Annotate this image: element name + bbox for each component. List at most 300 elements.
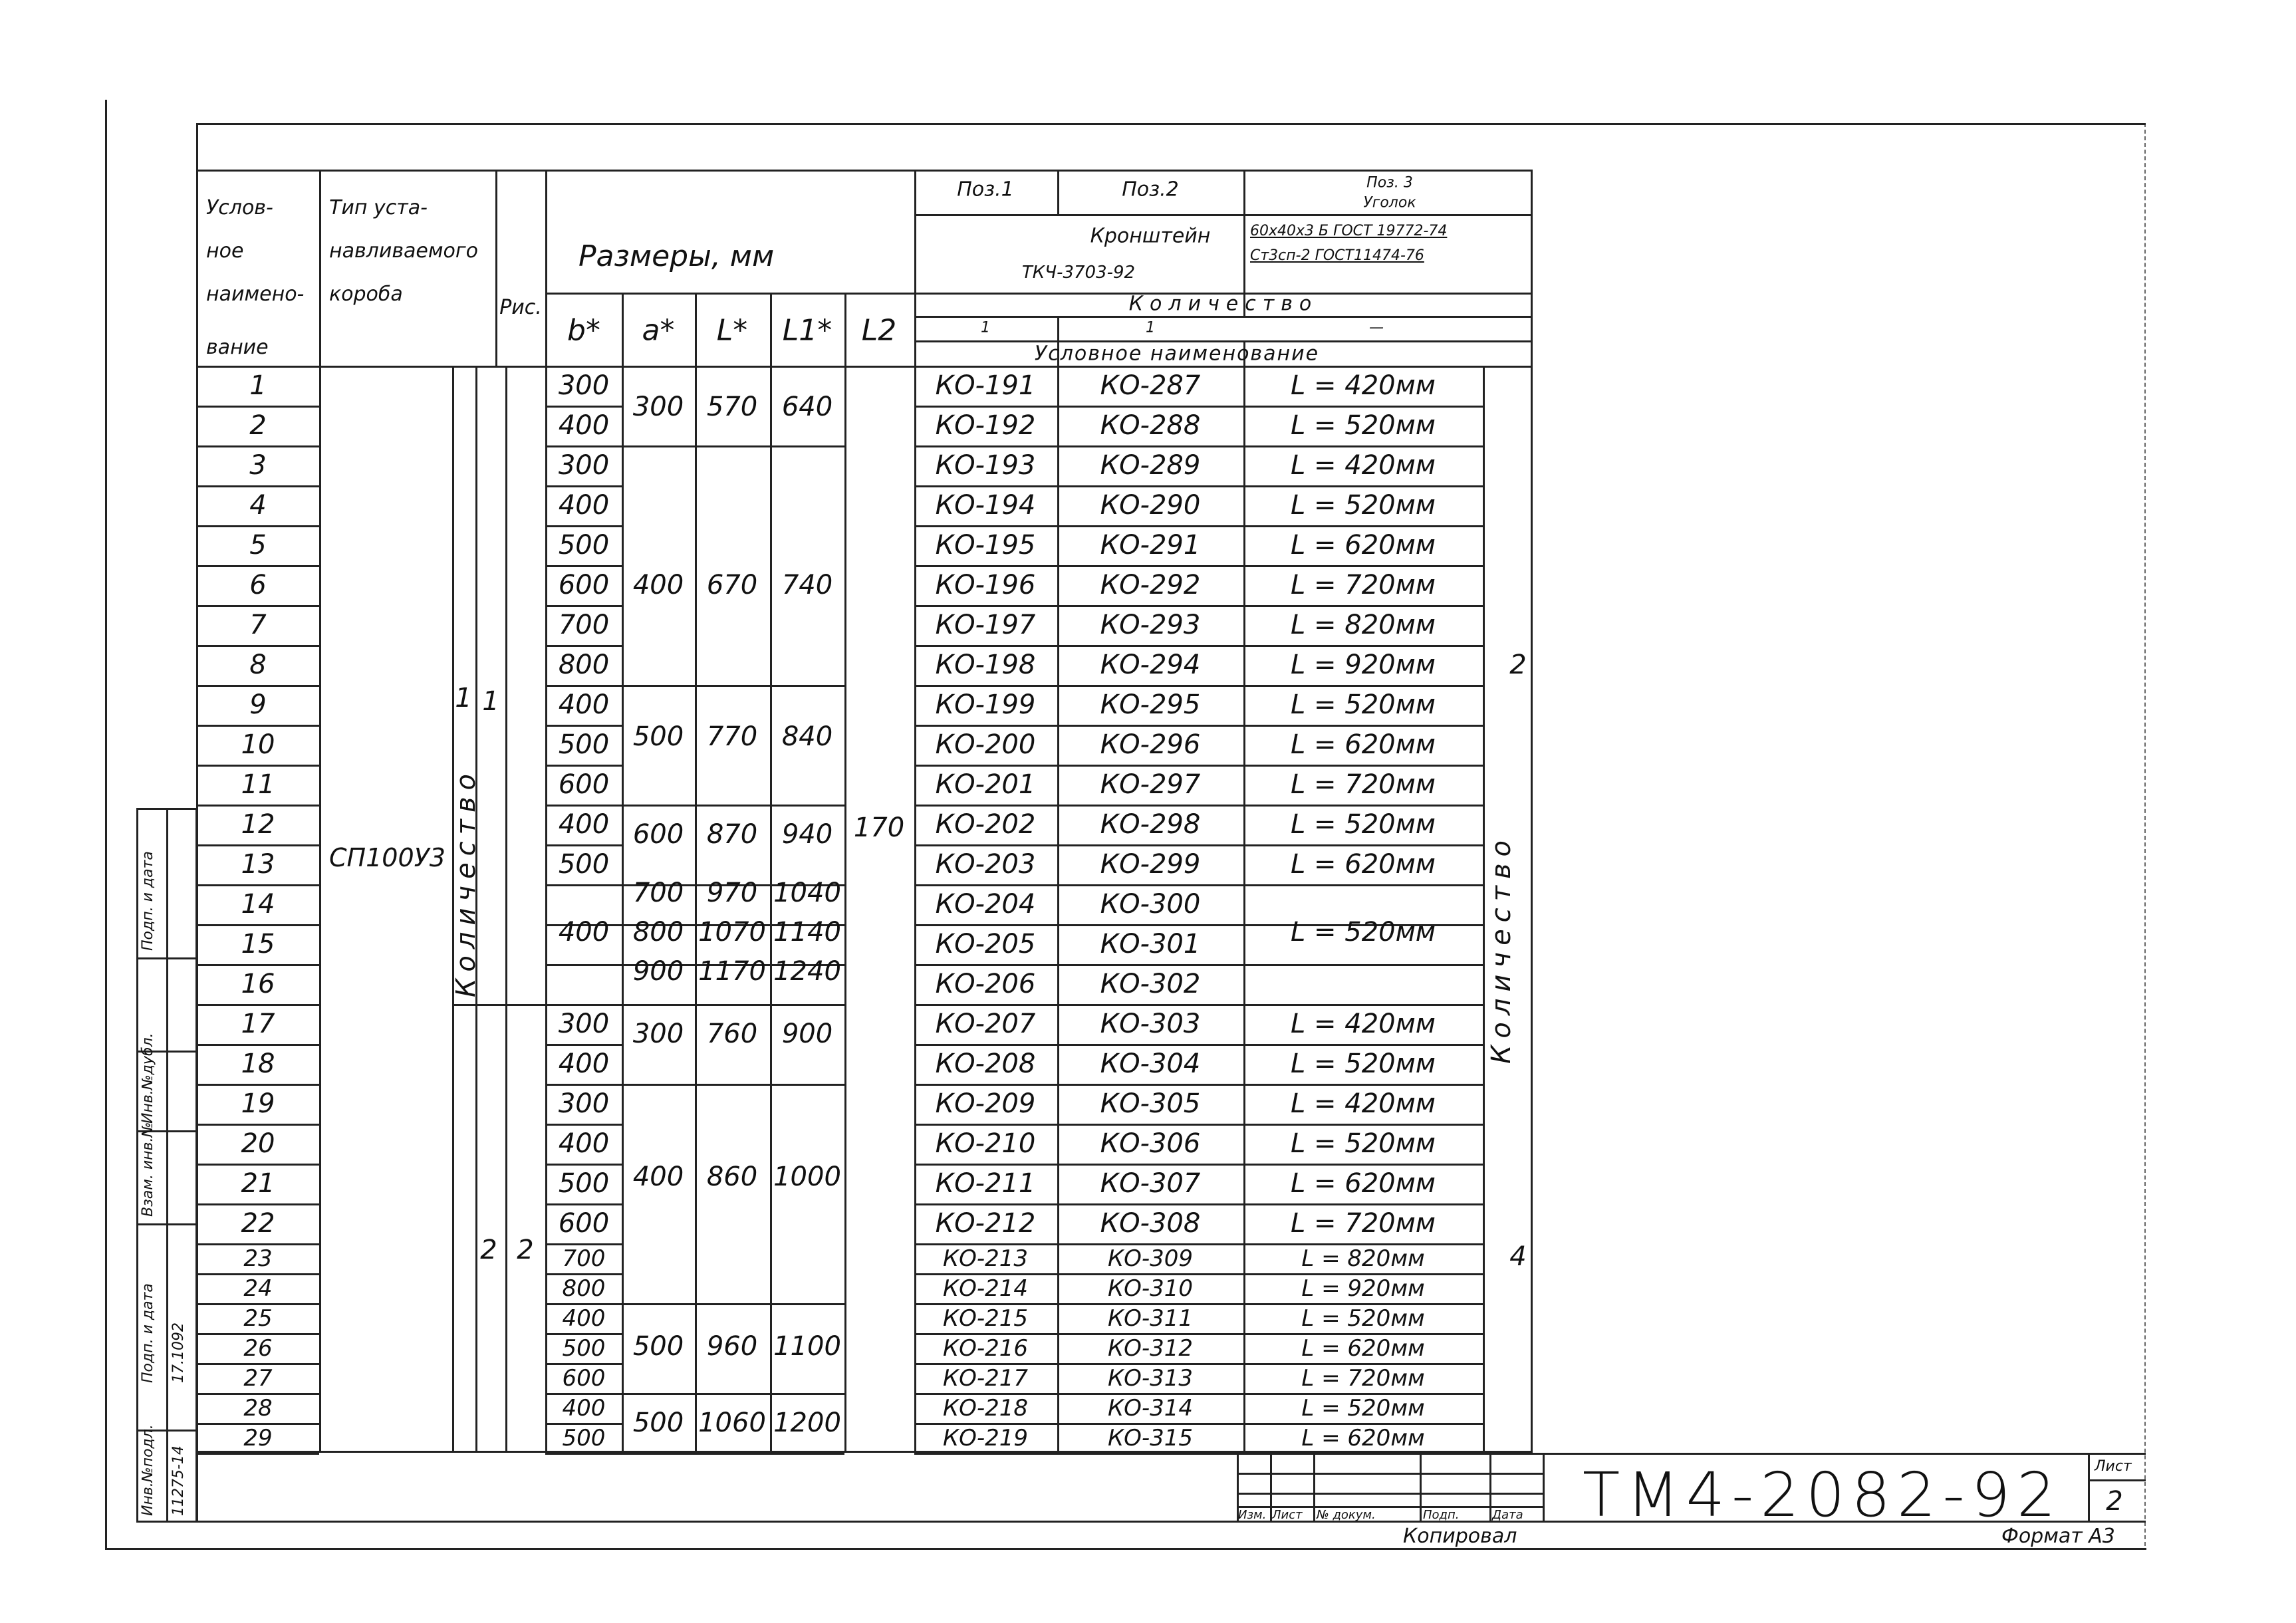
row-pos2-code: КО-308 <box>1100 1208 1201 1239</box>
group-divider <box>622 1084 844 1086</box>
group9-L1: 1200 <box>773 1408 841 1438</box>
page-bottom-line <box>105 1548 2146 1550</box>
row-pos2-code: КО-297 <box>1100 769 1201 800</box>
row-pos1-code: КО-216 <box>942 1334 1029 1362</box>
header-pos3-spec2: Ст3сп-2 ГОСТ11474-76 <box>1250 247 1424 264</box>
row-pos3-length: L = 420мм <box>1291 370 1436 401</box>
fig-col1-group1: 1 <box>455 683 472 713</box>
row-divider <box>196 765 319 767</box>
row-pos2-code: КО-311 <box>1107 1305 1194 1332</box>
quantity-right-1: 2 <box>1509 650 1527 680</box>
row-pos3-length: L = 620мм <box>1301 1424 1425 1451</box>
row-pos1-code: КО-194 <box>935 490 1036 521</box>
title-col-list: Лист <box>1272 1508 1303 1522</box>
row-pos3-length: L = 720мм <box>1301 1364 1425 1392</box>
header-type-1: Тип уста- <box>329 196 428 219</box>
header-cond-name-3: наимено- <box>206 283 305 306</box>
title-col-doc: № докум. <box>1317 1508 1376 1522</box>
copied-by: Копировал <box>1403 1525 1517 1548</box>
row-pos2-code: КО-296 <box>1100 729 1201 760</box>
row-divider <box>545 485 622 487</box>
row-b-value: 500 <box>562 1334 606 1362</box>
row-pos2-code: КО-299 <box>1100 849 1201 880</box>
row-b-value: 500 <box>558 849 610 880</box>
group5-L-3: 1170 <box>698 956 766 987</box>
row-pos2-code: КО-295 <box>1100 689 1201 720</box>
quantity-vertical-label: Количество <box>451 767 481 997</box>
row-divider <box>545 685 622 687</box>
group4-L1: 940 <box>781 819 833 850</box>
row-divider <box>545 884 622 886</box>
row-b-value: 400 <box>562 1305 606 1332</box>
fig-col2-group2: 2 <box>517 1235 534 1265</box>
row-pos3-length: L = 520мм <box>1291 809 1436 840</box>
row-divider <box>196 1124 319 1126</box>
row-b-value: 400 <box>562 1394 606 1422</box>
group2-L: 670 <box>706 570 758 600</box>
row-number: 9 <box>249 689 267 720</box>
row-pos1-code: КО-210 <box>935 1128 1036 1159</box>
side-stamp-label-1: Инв.№подл. <box>140 1424 156 1516</box>
group1-L1: 640 <box>781 392 833 422</box>
title-col-izm: Изм. <box>1238 1508 1267 1522</box>
row-divider <box>545 406 622 408</box>
row-pos3-length: L = 720мм <box>1291 769 1436 800</box>
header-type-3: короба <box>329 283 403 306</box>
row-b-value: 300 <box>558 1009 610 1039</box>
row-pos2-code: КО-309 <box>1107 1245 1194 1272</box>
row-pos1-code: КО-212 <box>935 1208 1036 1239</box>
row-pos2-code: КО-294 <box>1100 650 1201 680</box>
header-qty-3: — <box>1369 319 1384 336</box>
row-divider <box>196 725 319 727</box>
header-cond-label: Условное наименование <box>1034 342 1320 366</box>
row-b-value: 500 <box>562 1424 606 1451</box>
row-pos3-length: L = 620мм <box>1291 849 1436 880</box>
row-divider <box>545 565 622 567</box>
row-divider <box>914 485 1483 487</box>
header-col-L2: L2 <box>861 313 897 348</box>
group5-a-3: 900 <box>632 956 684 987</box>
group-divider <box>622 1453 844 1455</box>
group5-L-1: 970 <box>706 878 758 908</box>
side-stamp-label-3: Взам. инв.№ <box>140 1122 156 1217</box>
row-pos2-code: КО-313 <box>1107 1364 1194 1392</box>
row-pos3-length: L = 420мм <box>1291 1009 1436 1039</box>
row-pos1-code: КО-206 <box>935 969 1036 999</box>
row-pos1-code: КО-195 <box>935 530 1036 561</box>
row-number: 7 <box>249 610 267 640</box>
row-pos2-code: КО-290 <box>1100 490 1201 521</box>
row-pos2-code: КО-305 <box>1100 1088 1201 1119</box>
row-pos1-code: КО-209 <box>935 1088 1036 1119</box>
header-qty-2: 1 <box>1146 319 1155 336</box>
row-divider <box>545 805 622 807</box>
row-number: 18 <box>241 1049 275 1079</box>
row-pos2-code: КО-301 <box>1100 929 1201 959</box>
row-divider <box>914 1084 1483 1086</box>
row-number: 6 <box>249 570 267 600</box>
row-divider <box>914 725 1483 727</box>
row-divider <box>914 645 1483 647</box>
row-pos3-length: L = 920мм <box>1291 650 1436 680</box>
document-number: ТМ4-2082-92 <box>1583 1459 2063 1531</box>
row-number: 11 <box>241 769 275 800</box>
row-divider <box>196 964 319 966</box>
row-divider <box>914 565 1483 567</box>
row-pos2-code: КО-303 <box>1100 1009 1201 1039</box>
row-b-value: 400 <box>558 809 610 840</box>
row-divider <box>545 1084 622 1086</box>
row-divider <box>196 844 319 846</box>
fig-col1-group2: 2 <box>480 1235 497 1265</box>
row-number: 19 <box>241 1088 275 1119</box>
row-divider <box>196 485 319 487</box>
row-divider <box>914 884 1483 886</box>
row-pos2-code: КО-314 <box>1107 1394 1194 1422</box>
row-pos3-length: L = 820мм <box>1301 1245 1425 1272</box>
header-pos3-name: Уголок <box>1363 194 1416 211</box>
row-b-value: 300 <box>558 370 610 401</box>
row-divider <box>545 765 622 767</box>
row-divider <box>196 525 319 527</box>
group-divider <box>622 1303 844 1305</box>
row-number: 15 <box>241 929 275 959</box>
group2-L1: 740 <box>781 570 833 600</box>
row-number: 21 <box>241 1168 275 1199</box>
row-b-value: 400 <box>558 410 610 441</box>
group7-L: 860 <box>706 1162 758 1192</box>
row-pos1-code: КО-205 <box>935 929 1036 959</box>
row-divider <box>545 645 622 647</box>
header-pos3-spec1: 60х40х3 Б ГОСТ 19772-74 <box>1250 223 1448 239</box>
row-b-value: 300 <box>558 450 610 481</box>
row-divider <box>914 525 1483 527</box>
header-col-L1: L1* <box>782 313 832 348</box>
row-divider <box>196 1164 319 1166</box>
row-pos1-code: КО-201 <box>935 769 1036 800</box>
row-number: 10 <box>241 729 275 760</box>
row-divider <box>545 844 622 846</box>
row-number: 20 <box>241 1128 275 1159</box>
row-divider <box>914 605 1483 607</box>
row-pos1-code: КО-203 <box>935 849 1036 880</box>
group3-L: 770 <box>706 721 758 752</box>
row-number: 24 <box>243 1275 273 1302</box>
row-divider <box>545 725 622 727</box>
header-pos1: Поз.1 <box>957 178 1014 201</box>
row-divider <box>914 1164 1483 1166</box>
header-dimensions: Размеры, мм <box>578 239 775 273</box>
row-pos3-length: L = 520мм <box>1291 1049 1436 1079</box>
row-number: 23 <box>243 1245 273 1272</box>
row-pos1-code: КО-213 <box>942 1245 1029 1272</box>
row-pos1-code: КО-197 <box>935 610 1036 640</box>
row-pos1-code: КО-207 <box>935 1009 1036 1039</box>
row-b-value: 600 <box>558 570 610 600</box>
row-pos3-length: L = 520мм <box>1291 410 1436 441</box>
row-pos2-code: КО-310 <box>1107 1275 1194 1302</box>
row-number: 4 <box>249 490 267 521</box>
row-pos1-code: КО-211 <box>935 1168 1036 1199</box>
row-pos3-length: L = 720мм <box>1291 1208 1436 1239</box>
row-b-value: 500 <box>558 530 610 561</box>
row-divider <box>914 1203 1483 1205</box>
row-pos2-code: КО-307 <box>1100 1168 1201 1199</box>
row-b-value: 700 <box>562 1245 606 1272</box>
row-pos1-code: КО-191 <box>935 370 1036 401</box>
row-divider <box>545 1164 622 1166</box>
row-divider <box>196 645 319 647</box>
row-number: 3 <box>249 450 267 481</box>
col-L2-value: 170 <box>853 812 905 843</box>
row-pos3-length: L = 620мм <box>1301 1334 1425 1362</box>
side-stamp-label-2: Подп. и дата <box>140 1283 156 1383</box>
group5-a-1: 700 <box>632 878 684 908</box>
quantity-right-vertical-label: Количество <box>1486 833 1517 1064</box>
row-divider <box>196 605 319 607</box>
row-pos1-code: КО-204 <box>935 889 1036 920</box>
group2-a: 400 <box>632 570 684 600</box>
row-pos1-code: КО-208 <box>935 1049 1036 1079</box>
row-number: 29 <box>243 1424 273 1451</box>
row-b-value: 700 <box>558 610 610 640</box>
group6-L1: 900 <box>781 1019 833 1049</box>
row-pos3-length: L = 620мм <box>1291 530 1436 561</box>
page-left-margin-line <box>105 100 107 1549</box>
sheet-number: 2 <box>2106 1486 2123 1517</box>
row-divider <box>545 1203 622 1205</box>
group5-L1-1: 1040 <box>773 878 841 908</box>
header-bracket-code: ТКЧ-3703-92 <box>1021 263 1136 283</box>
group6-a: 300 <box>632 1019 684 1049</box>
row-number: 28 <box>243 1394 273 1422</box>
row-divider <box>545 1453 622 1455</box>
row-number: 8 <box>249 650 267 680</box>
row-number: 2 <box>249 410 267 441</box>
row-divider <box>914 765 1483 767</box>
group1-L: 570 <box>706 392 758 422</box>
group8-a: 500 <box>632 1331 684 1362</box>
group-divider <box>622 685 844 687</box>
group5-L1-2: 1140 <box>773 917 841 947</box>
row-pos1-code: КО-214 <box>942 1275 1029 1302</box>
group9-L: 1060 <box>698 1408 766 1438</box>
row-pos2-code: КО-315 <box>1107 1424 1194 1451</box>
row-number: 14 <box>241 889 275 920</box>
header-fig: Рис. <box>499 296 542 319</box>
row-pos1-code: КО-218 <box>942 1394 1029 1422</box>
group-divider <box>622 1393 844 1395</box>
group8-L: 960 <box>706 1331 758 1362</box>
row-pos2-code: КО-292 <box>1100 570 1201 600</box>
row-b-value: 500 <box>558 729 610 760</box>
group8-L1: 1100 <box>773 1331 841 1362</box>
row-number: 25 <box>243 1305 273 1332</box>
row-divider <box>914 445 1483 447</box>
row-divider <box>545 964 622 966</box>
row-b-value: 800 <box>558 650 610 680</box>
row-divider <box>196 565 319 567</box>
row-pos3-length: L = 620мм <box>1291 1168 1436 1199</box>
group-divider <box>622 1004 844 1006</box>
row-pos1-code: КО-219 <box>942 1424 1029 1451</box>
row-pos3-length: L = 520мм <box>1291 1128 1436 1159</box>
group4-a: 600 <box>632 819 684 850</box>
group6-L: 760 <box>706 1019 758 1049</box>
group5-L1-3: 1240 <box>773 956 841 987</box>
header-cond-name-1: Услов- <box>206 196 273 219</box>
title-col-sign: Подп. <box>1423 1508 1460 1522</box>
side-stamp-label-5: Подп. и дата <box>140 851 156 951</box>
row-b-value: 400 <box>558 1049 610 1079</box>
row-pos3-length: L = 620мм <box>1291 729 1436 760</box>
row-pos3-length: L = 420мм <box>1291 450 1436 481</box>
row-divider <box>545 525 622 527</box>
header-pos2: Поз.2 <box>1122 178 1179 201</box>
row-divider <box>196 924 319 926</box>
header-pos3: Поз. 3 <box>1366 174 1413 191</box>
row-pos2-code: КО-287 <box>1100 370 1201 401</box>
group-divider <box>622 805 844 807</box>
row-number: 26 <box>243 1334 273 1362</box>
header-bracket: Кронштейн <box>1090 224 1211 248</box>
fig-col2-group1: 1 <box>482 686 499 717</box>
row-pos3-length: L = 520мм <box>1301 1305 1425 1332</box>
row-pos1-code: КО-200 <box>935 729 1036 760</box>
row-divider <box>545 1004 622 1006</box>
row-divider <box>196 1203 319 1205</box>
row-pos3-length: L = 920мм <box>1301 1275 1425 1302</box>
header-quantity: Количество <box>1128 292 1319 316</box>
row-b-value: 600 <box>558 769 610 800</box>
row-b-value: 800 <box>562 1275 606 1302</box>
group7-a: 400 <box>632 1162 684 1192</box>
header-qty-1: 1 <box>981 319 990 336</box>
sheet-label: Лист <box>2095 1458 2132 1475</box>
row-pos2-code: КО-293 <box>1100 610 1201 640</box>
row-divider <box>545 1124 622 1126</box>
row-divider <box>914 1004 1483 1006</box>
row-pos1-code: КО-202 <box>935 809 1036 840</box>
side-stamp-value-1: 11275-14 <box>170 1445 187 1516</box>
header-col-a: a* <box>642 313 675 348</box>
row-pos1-code: КО-199 <box>935 689 1036 720</box>
row-pos2-code: КО-289 <box>1100 450 1201 481</box>
row-number: 12 <box>241 809 275 840</box>
row-b-value: 500 <box>558 1168 610 1199</box>
row-number: 5 <box>249 530 267 561</box>
row-pos1-code: КО-198 <box>935 650 1036 680</box>
row-b-value: 600 <box>562 1364 606 1392</box>
quantity-right-2: 4 <box>1509 1241 1527 1272</box>
row-number: 17 <box>241 1009 275 1039</box>
row-divider <box>196 685 319 687</box>
row-pos2-code: КО-300 <box>1100 889 1201 920</box>
group3-L1: 840 <box>781 721 833 752</box>
row-divider <box>196 884 319 886</box>
row-b-value: 300 <box>558 1088 610 1119</box>
row-divider <box>914 805 1483 807</box>
row-divider <box>545 605 622 607</box>
format-label: Формат А3 <box>2001 1525 2115 1548</box>
header-col-b: b* <box>567 313 600 348</box>
row-pos2-code: КО-304 <box>1100 1049 1201 1079</box>
row-pos2-code: КО-288 <box>1100 410 1201 441</box>
group5-a-2: 800 <box>632 917 684 947</box>
header-type-2: навливаемого <box>329 239 478 263</box>
row-divider <box>196 1084 319 1086</box>
row-pos3-length: L = 520мм <box>1291 490 1436 521</box>
row-pos2-code: КО-306 <box>1100 1128 1201 1159</box>
row-divider <box>196 406 319 408</box>
row-divider <box>914 1044 1483 1046</box>
row-number: 22 <box>241 1208 275 1239</box>
row-number: 16 <box>241 969 275 999</box>
row-b-value: 400 <box>558 490 610 521</box>
row-pos3-length: L = 420мм <box>1291 1088 1436 1119</box>
row-divider <box>196 1453 319 1455</box>
group9-a: 500 <box>632 1408 684 1438</box>
row-divider <box>914 685 1483 687</box>
side-stamp-value-2: 17.1092 <box>170 1322 187 1383</box>
group-divider <box>622 445 844 447</box>
row-pos2-code: КО-298 <box>1100 809 1201 840</box>
row-pos1-code: КО-217 <box>942 1364 1029 1392</box>
side-stamp-label-4: Инв.№дубл. <box>140 1033 156 1124</box>
row-b-value: 400 <box>558 689 610 720</box>
row-pos3-length: L = 820мм <box>1291 610 1436 640</box>
group4-L: 870 <box>706 819 758 850</box>
row-divider <box>196 1004 319 1006</box>
row-divider <box>196 805 319 807</box>
row-b-value: 600 <box>558 1208 610 1239</box>
row-pos1-code: КО-192 <box>935 410 1036 441</box>
row-pos3-length: L = 720мм <box>1291 570 1436 600</box>
header-cond-name-4: вание <box>206 336 269 359</box>
group3-a: 500 <box>632 721 684 752</box>
group5-b: 400 <box>558 917 610 947</box>
row-pos2-code: КО-312 <box>1107 1334 1194 1362</box>
group7-L1: 1000 <box>773 1162 841 1192</box>
row-divider <box>196 445 319 447</box>
row-divider <box>914 406 1483 408</box>
row-pos2-code: КО-291 <box>1100 530 1201 561</box>
row-pos3-length: L = 520мм <box>1301 1394 1425 1422</box>
row-divider <box>545 1044 622 1046</box>
row-pos1-code: КО-193 <box>935 450 1036 481</box>
row-b-value: 400 <box>558 1128 610 1159</box>
row-divider <box>914 1124 1483 1126</box>
title-col-date: Дата <box>1492 1508 1523 1522</box>
row-pos3-length: L = 520мм <box>1291 689 1436 720</box>
header-cond-name-2: ное <box>206 239 244 263</box>
row-pos1-code: КО-215 <box>942 1305 1029 1332</box>
fig-group-divider <box>452 1004 545 1006</box>
row-number: 1 <box>249 370 267 401</box>
header-col-L: L* <box>716 313 748 348</box>
group5-L-2: 1070 <box>698 917 766 947</box>
row-divider <box>196 1044 319 1046</box>
row-divider <box>914 964 1483 966</box>
group5-pos3: L = 520мм <box>1291 917 1436 947</box>
row-pos1-code: КО-196 <box>935 570 1036 600</box>
row-pos2-code: КО-302 <box>1100 969 1201 999</box>
group1-a: 300 <box>632 392 684 422</box>
row-number: 13 <box>241 849 275 880</box>
row-divider <box>545 445 622 447</box>
row-divider <box>914 844 1483 846</box>
